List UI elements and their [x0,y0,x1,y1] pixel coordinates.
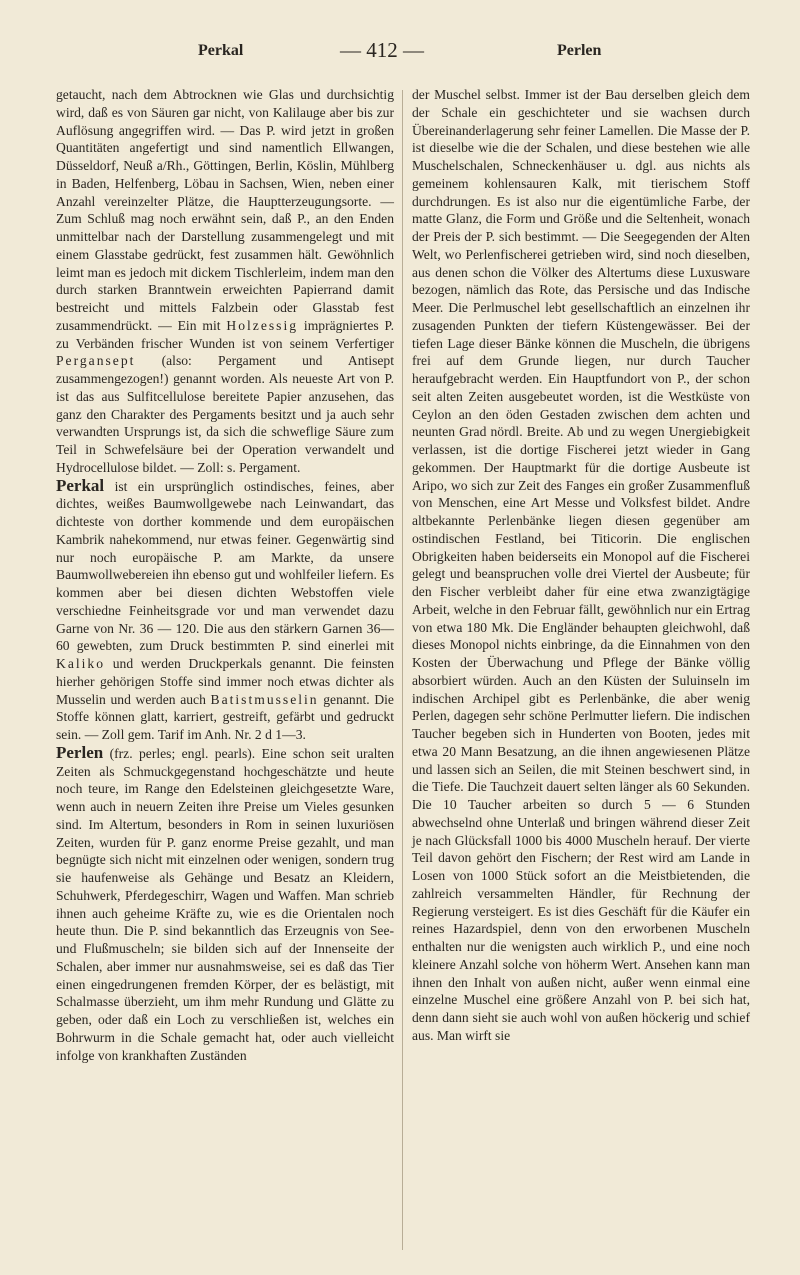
spaced-term: Pergansept [56,353,136,369]
entry-pergament-continuation [56,86,394,477]
spaced-term: Holzessig [226,317,299,333]
entry-headword: Perlen [56,742,104,762]
entry-headword: Perkal [56,475,105,495]
paragraph-text: (frz. perles; engl. pearls). Eine schon seit uralten Zeiten als Schmuckgegenstand hochgeschätzte und heute noch teure, im Range den Edelsteinen gleichgesetzte Ware, wenn auch in neuern Zeiten ihre Preise um Vieles gesunken sind. Im Altertum, besonders in Rom in seinen luxuriösen Zeiten, wurden für P. ganz enorme Preise gezahlt, und man begnügte sich nicht mit einzelnen oder wenigen, sondern trug sie haufenweise als Gehänge und Besatz an Kleidern, Schuhwerk, Pferdegeschirr, Wagen und Waffen. Man schrieb ihnen auch geheime Kräfte zu, wie es die Orientalen noch heute thun. Die P. sind bekanntlich das Erzeugnis von See- und Flußmuscheln; sie bilden sich auf der Innenseite der Schalen, aber immer nur ausnahmsweise, sei es daß das Tier einen eingedrungenen fremden Körper, der es belästigt, mit Schalmasse überzieht, um ihm mehr Rundung und Glätte zu geben, oder daß ein Loch zu verschließen ist, welches ein Bohrwurm in die Schale gemacht hat, oder auch vielleicht infolge von krankhaften Zuständen [56,745,394,1063]
spaced-term: Batistmusselin [210,691,319,707]
column-divider [402,90,403,1250]
paragraph-text: imprägniertes P. zu Verbänden frischer Wunden ist von seinem Verfertiger [56,317,394,351]
paragraph-text: getaucht, nach dem Abtrocknen wie Glas und durchsichtig wird, daß es von Säuren gar nicht, von Kalilauge aber bis zur Auflösung angegriffen wird. — Das P. wird jetzt in großen Quantitäten angefertigt und sind namentlich Ellwangen, Düsseldorf, Neuß a/Rh., Göttingen, Berlin, Köslin, Mühlberg in Baden, Helfenberg, Löbau in Sachsen, Wien, neben einer Anzahl vereinzelter Plätze, die Hauptterzeugungsorte. — Zum Schluß mag noch erwähnt sein, daß P., an den Enden unmittelbar nach der Darstellung zusammengelegt und mit einem Glasstabe gedrückt, fest zusammen hält. Gewöhnlich leimt man es jedoch mit dickem Tischlerleim, indem man den durch starken Branntwein erweichten Papierrand damit bestreicht und mittels Falzbein oder Glasstab fest zusammendrückt. — Ein mit [56,87,394,333]
page-number: — 412 — [340,38,424,62]
entry-perlen-continuation: der Muschel selbst. Immer ist der Bau derselben gleich dem der Schale ein geschichteter und sie wachsen durch Übereinanderlagerung sehr feiner Lamellen. Die Masse der P. ist dieselbe wie die der Schalen, und diese bestehen wie alle Muschelschalen, Schneckenhäuser u. dgl. aus nichts als gemeinem kohlensauren Kalk, mit tierischem Stoff durchdrungen. Es ist also nur die eigentümliche Farbe, der matte Glanz, die Form und Größe und die Seltenheit, wonach der Preis der P. sich bestimmt. — Die Seegegenden der Alten Welt, wo Perlenfischerei getrieben wird, sind noch dieselben, aus denen schon die Völker des Altertums diese Luxusware bezogen, nämlich das Rote, das Persische und das Indische Meer. Die Perlmuschel lebt gesellschaftlich an einzelnen ihr zusagenden Punkten der tiefern Küstengewässer. Bei der tiefen Lage dieser Bänke können die Muscheln, die übrigens frei auf dem Grunde liegen, nur durch Taucher heraufgebracht werden. Ein Hauptfundort von P., der schon seit alten Zeiten ausgebeutet worden, ist die Westküste von Ceylon an den öden Gestaden zwischen dem achten und neunten Grad nördl. Breite. Ab und zu wegen Unergiebigkeit verlassen, ist die dortige Fischerei jetzt wieder in Gang gekommen. Der Hauptmarkt für die dortige Ausbeute ist Aripo, wo sich zur Zeit des Fanges ein großer Zusammenfluß von Menschen, eine Art Messe und Volksfest bildet. Andre altbekannte Perlenbänke liegen diesen gegenüber am ostindischen Festland, bei Titicorin. Die englischen Obrigkeiten haben beiderseits ein Monopol auf die Fischerei gelegt und beanspruchen volle drei Viertel der Ausbeute; für den Fischer verbleibt daher für eine etwa zwanzigtägige Arbeit, welche in den Februar fällt, gewöhnlich nur ein Ertrag von etwa 180 Mk. Die Engländer behaupten gleichwohl, daß dieses Monopol nichts einbringe, da die Einnahmen von den Kosten der Überwachung und Pflege der Bänke völlig absorbiert würden. Auch an den Küsten der Suluinseln im indischen Archipel gibt es Perlenbänke, die aber wenig Perlen, dagegen sehr schöne Perlmutter liefern. Die indischen Taucher begeben sich in Hunderten von Booten, jedes mit etwa 20 Mann Besatzung, an die ihnen angewiesenen Plätze und lassen sich an Seilen, die mit Steinen beschwert sind, in die Tiefe. Die Tauchzeit dauert selten länger als 60 Sekunden. Die 10 Taucher arbeiten so durch 5 — 6 Stunden abwechselnd ohne Unterlaß und bringen während dieser Zeit je nach Glücksfall 1000 bis 4000 Muscheln herauf. Der vierte Teil davon gehört den Fischern; der Rest wird am Lande in Losen von 1000 Stück sofort an die Meistbietenden, die zahlreich versammelten Händler, für Rechnung der Regierung versteigert. Es ist dies Geschäft für die Käufer ein reines Hazardspiel, denn von den erworbenen Muscheln enthalten nur die wenigsten auch wirklich P., und eine noch kleinere Anzahl solche von höherm Wert. Ansehen kann man ihnen den Inhalt von außen nicht, außer wenn einmal eine einzelne Muschel eine größere Anzahl von P. bei sich hat, denn dann sieht sie auch wohl von außen höckerig und schief aus. Man wirft sie [412,87,750,1043]
paragraph-text: (also: Pergament und Antisept zusammengezogen!) genannt worden. Als neueste Art von P. ist das aus Sulfitcellulose bereitete Papier anzusehen, das ganz den Charakter des Pergaments besitzt und ja auch sehr verwandten Ursprungs ist, da sich die schweflige Säure zum Teil in Schwefelsäure bei der Operation verwandelt und Hydrocellulose bildet. — Zoll: s. Pergament. [56,353,394,475]
paragraph-text: genannt. Die Stoffe können glatt, karriert, gestreift, gefärbt und gedruckt sein. — Zoll gem. Tarif im Anh. Nr. 2 d 1—3. [56,691,394,742]
header-right-keyword: Perlen [557,42,602,59]
spaced-term: Kaliko [56,656,105,671]
entry-perkal [56,477,394,744]
right-column [412,86,750,1045]
header-left-keyword: Perkal [198,42,244,59]
left-column [56,86,394,1064]
paragraph-text: und werden Druckperkals genannt. Die feinsten hierher gehörigen Stoffe sind immer noch etwas dichter als Musselin und werden auch [56,656,394,707]
entry-perlen [56,744,394,1065]
paragraph-text: ist ein ursprünglich ostindisches, feines, aber dichtes, weißes Baumwollgewebe nach Leinwandart, das dichteste von dorther kommende und dem europäischen Kambrik nahekommend, nur etwas feiner. Gegenwärtig sind nur noch europäische P. am Markte, da unsere Baumwollwebereien ihn ebenso gut und wohlfeiler liefern. Es kommen aber bei diesen dichten Webstoffen viele verschiedne Feinheitsgrade vor und man verwendet dazu Garne von Nr. 36 — 120. Die aus den stärkern Garnen 36—60 gewebten, zum Druck bestimmten P. sind einerlei mit [56,478,394,654]
page-header [0,38,800,72]
